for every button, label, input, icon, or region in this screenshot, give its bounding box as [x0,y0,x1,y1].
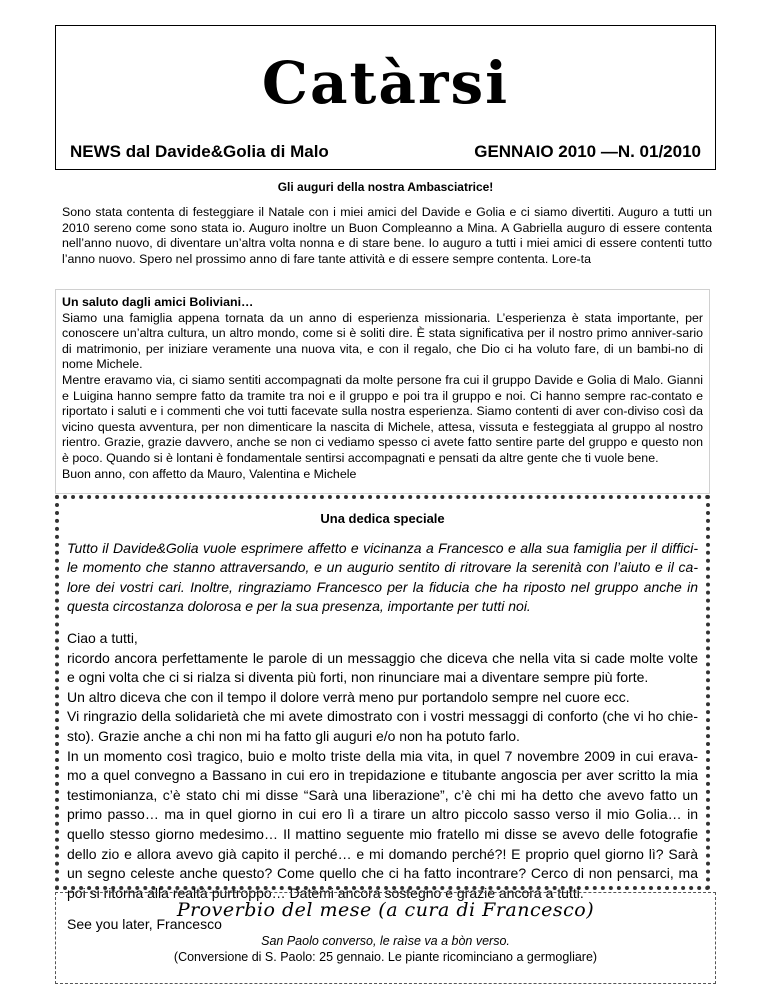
issue-line: GENNAIO 2010 —N. 01/2010 [474,142,701,161]
dedication-letter [67,629,698,903]
proverb-note: (Conversione di S. Paolo: 25 gennaio. Le piante ricominciano a germogliare) [173,950,598,964]
masthead-title: Catàrsi [261,49,510,117]
bolivians-paragraph: Mentre eravamo via, ci siamo sentiti accompagnati da molte persone fra cui il gruppo Davide e Golia di Malo. Gianni e Luigina hanno sempre fatto da tramite tra noi e il gruppo e poi tra il gruppo e noi. Ci hanno sempre rac-contato e riportato i saluti e i commenti che voi tutti facevate sulla nostra esperienza. Siamo contenti di aver con-diviso così da vicino questa avventura, per non dimenticare la nascita di Michele, attesa, vissuta e festeggiata al gruppo al nostro rientro. Grazie, grazie davvero, anche se non ci vediamo spesso ci avete fatto sentire parte del gruppo e questo non è poco. Quando si è lontani è fondamentale sentirsi accompagnati e pensati da altre gente che ti vuole bene. [62,372,703,465]
proverb-box [55,892,716,984]
letter-line: Ciao a tutti, [67,629,138,646]
news-line: NEWS dal Davide&Golia di Malo [70,142,329,161]
proverb-text: San Paolo converso, le raìse va a bòn verso. [261,934,510,948]
header-box [55,25,716,170]
dedication-signature: See you later, Francesco [67,916,222,933]
bolivians-title: Un saluto dagli amici Boliviani… [62,295,254,309]
bolivians-paragraph: Buon anno, con affetto da Mauro, Valentina e Michele [62,466,357,481]
proverb-title: Proverbio del mese (a cura di Francesco) [176,899,595,921]
bolivians-paragraph: Siamo una famiglia appena tornata da un anno di esperienza missionaria. L’esperienza è stata importante, per conoscere un’altra cultura, un altro mondo, come si è soliti dire. È stata significativa per il nostro primo anniver-sario di matrimonio, per iniziare veramente una nuova vita, e con il regalo, che Dio ci ha voluto fare, di un bambi-no di nome Michele. [62,310,703,372]
letter-line: In un momento così tragico, buio e molto triste della mia vita, in quel 7 novembre 2009 in cui erava-mo a quel convegno a Bassano in cui ero in trepidazione e titubante angoscia per aver scritto la mia testimonianza, c’è stato chi mi disse “Sarà una liberazione”, c’è chi mi ha detto che avevo fatto un primo passo… ma in quel giorno in cui ero lì a tirare un altro piccolo sasso verso il mio Golia… in quello stesso giorno medesimo… Il mattino seguente mio fratello mi disse se avevo delle fotografie dello zio e allora avevo già capito il perché… e mi domando perché?! E proprio quel giorno lì? Sarà un segno celeste anche questo? Come quello che ci ha fatto incontrare? Cerco di non pensarci, ma poi si ritorna alla realtà purtroppo… Datemi ancora sostegno e grazie ancora a tutti. [67,747,698,901]
dedication-intro: Tutto il Davide&Golia vuole esprimere affetto e vicinanza a Francesco e alla sua famiglia per il diffici-le momento che stanno attraversando, e un augurio sentito di ritrovare la serenità con l’aiuto e il ca-lore dei vostri cari. Inoltre, ringraziamo Francesco per la fiducia che ha riposto nel gruppo anche in questa circostanza dolorosa e per la sua presenza, importante per tutti noi. [67,539,698,615]
ambassador-body: Sono stata contenta di festeggiare il Natale con i miei amici del Davide e Golia e ci siamo divertiti. Auguro a tutti un 2010 sereno come sono stata io. Auguro inoltre un Buon Compleanno a Mina. A Gabriella auguro di essere contenta nell’anno nuovo, di diventare un’altra volta nonna e di stare bene. Io auguro a tutti i miei amici di essere contenti tutto l’anno nuovo. Spero nel prossimo anno di fare tante attività e di essere sempre contenta. Lore-ta [62,205,712,266]
dedication-title: Una dedica speciale [320,511,445,526]
ambassador-title: Gli auguri della nostra Ambasciatrice! [277,180,494,194]
letter-line: Un altro diceva che con il tempo il dolore verrà meno pur portandolo sempre nel cuore ecc. [67,688,630,705]
letter-line: ricordo ancora perfettamente le parole di un messaggio che diceva che nella vita si cade molte volte e ogni volta che ci si rialza si diventa più forti, non rinunciare mai a diventare sempre più forte. [67,649,698,686]
letter-line: Vi ringrazio della solidarietà che mi avete dimostrato con i vostri messaggi di conforto (che vi ho chie-sto). Grazie anche a chi non mi ha fatto gli auguri e/o non ha potuto farlo. [67,708,698,744]
bolivians-box [55,289,710,494]
